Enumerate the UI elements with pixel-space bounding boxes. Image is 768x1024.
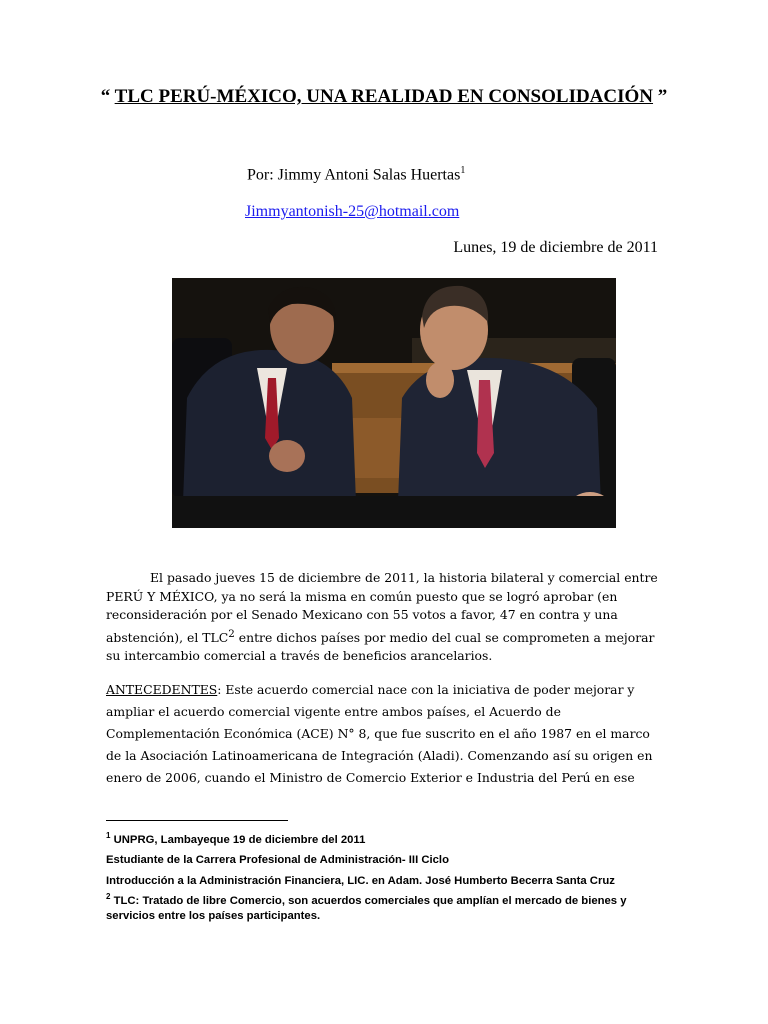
author-name: Por: Jimmy Antoni Salas Huertas: [247, 166, 461, 184]
footnote-ref-2[interactable]: 2: [228, 627, 235, 640]
paragraph-antecedentes: [106, 679, 662, 789]
footnote-ref-1[interactable]: 1: [460, 165, 466, 176]
title-text: TLC PERÚ-MÉXICO, UNA REALIDAD EN CONSOLIDACIÓN: [114, 86, 654, 107]
footnote-item: $^1$ UNPRG, Lambayeque 19 de diciembre del 2011: [106, 831, 366, 846]
footnote-item: Introducción a la Administración Financiera, LIC. en Adam. José Humberto Becerra Santa Cruz: [106, 874, 615, 887]
paragraph-intro-text-cont: entre dichos países por medio del cual se comprometen a mejorar su intercambio comercial a través de beneficios arancelarios.: [106, 629, 655, 664]
antecedentes-label: ANTECEDENTES: [106, 682, 218, 697]
photo-illustration: [172, 278, 616, 528]
title-open-quote: “: [100, 86, 115, 107]
footnote-separator: [106, 820, 288, 821]
paragraph-intro-text: El pasado jueves 15 de diciembre de 2011, la historia bilateral y comercial entre PERÚ Y MÉXICO, ya no será la misma en común puesto que se logró aprobar (en reconsideración por el Senado Mexicano con 55 votos a favor, 47 en contra y una abstención), el TLC: [106, 570, 658, 645]
title-close-quote: ”: [653, 86, 668, 107]
footnote-item: $^2$ TLC: Tratado de libre Comercio, son acuerdos comerciales que amplían el mercado de bienes y servicios entre los países participantes.: [106, 891, 627, 923]
footnotes: [106, 828, 666, 925]
footnote-item: Estudiante de la Carrera Profesional de Administración- III Ciclo: [106, 854, 449, 867]
author-byline: [247, 165, 465, 184]
antecedentes-text: : Este acuerdo comercial nace con la iniciativa de poder mejorar y ampliar el acuerdo comercial vigente entre ambos países, el Acuerdo de Complementación Económica (ACE) N° 8, que fue suscrito en el año 1987 en el marco de la Asociación Latinoamericana de Integración (Aladi). Comenzando así su origen en enero de 2006, cuando el Ministro de Comercio Exterior e Industria del Perú en ese: [106, 682, 653, 785]
document-title: [0, 86, 768, 108]
presidents-photo: [172, 278, 616, 528]
paragraph-intro: [106, 569, 662, 666]
author-email-link[interactable]: Jimmyantonish-25@hotmail.com: [245, 203, 460, 220]
document-date: Lunes, 19 de diciembre de 2011: [453, 239, 658, 256]
